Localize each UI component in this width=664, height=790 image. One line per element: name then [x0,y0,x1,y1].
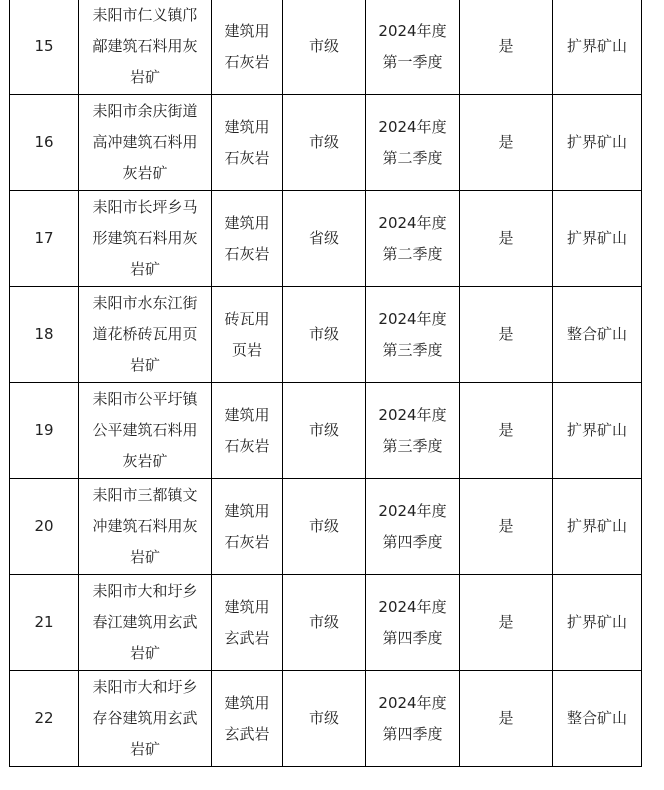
row-number-cell [10,671,79,767]
mineral-type-cell-text: 建筑用 玄武岩 [224,693,270,743]
mine-name-cell [79,95,212,191]
mineral-type-cell [212,575,283,671]
mineral-type-cell [212,191,283,287]
time-cell-text: 2024年度 第四季度 [378,693,447,743]
mine-list-table [9,0,642,767]
mine-name-cell [79,383,212,479]
time-cell [366,287,460,383]
table-row [10,671,642,767]
mineral-type-cell [212,0,283,95]
time-cell-text: 2024年度 第三季度 [378,405,447,455]
time-cell [366,575,460,671]
table-row [10,191,642,287]
time-cell-text: 2024年度 第四季度 [378,597,447,647]
time-cell [366,191,460,287]
row-number-cell [10,0,79,95]
level-cell-text: 省级 [308,229,339,247]
mine-name-cell-text: 耒阳市仁义镇邝 鄗建筑石料用灰 岩矿 [92,6,198,86]
category-cell [553,95,642,191]
level-cell-text: 市级 [308,37,339,55]
flag-cell-text: 是 [498,37,514,55]
mineral-type-cell-text: 砖瓦用 页岩 [224,309,270,359]
row-number-cell-text: 21 [34,613,54,631]
mineral-type-cell-text: 建筑用 石灰岩 [224,117,270,167]
row-number-cell [10,191,79,287]
row-number-cell-text: 22 [34,709,54,727]
mine-name-cell [79,287,212,383]
mineral-type-cell-text: 建筑用 石灰岩 [224,405,270,455]
row-number-cell [10,575,79,671]
time-cell-text: 2024年度 第二季度 [378,117,447,167]
category-cell [553,671,642,767]
category-cell [553,383,642,479]
mineral-type-cell-text: 建筑用 石灰岩 [224,501,270,551]
level-cell-text: 市级 [308,613,339,631]
level-cell [283,287,366,383]
row-number-cell [10,479,79,575]
table-row [10,95,642,191]
time-cell-text: 2024年度 第三季度 [378,309,447,359]
mineral-type-cell-text: 建筑用 玄武岩 [224,597,270,647]
mine-name-cell [79,575,212,671]
mine-name-cell-text: 耒阳市余庆街道 高冲建筑石料用 灰岩矿 [92,102,198,182]
level-cell [283,383,366,479]
flag-cell-text: 是 [498,517,514,535]
table-row [10,383,642,479]
time-cell-text: 2024年度 第四季度 [378,501,447,551]
mine-name-cell-text: 耒阳市大和圩乡 存谷建筑用玄武 岩矿 [92,678,198,758]
mine-name-cell-text: 耒阳市大和圩乡 春江建筑用玄武 岩矿 [92,582,198,662]
level-cell-text: 市级 [308,325,339,343]
flag-cell [460,287,553,383]
mine-name-cell [79,671,212,767]
row-number-cell-text: 20 [34,517,54,535]
category-cell [553,191,642,287]
category-cell-text: 扩界矿山 [566,229,627,247]
row-number-cell [10,95,79,191]
time-cell [366,479,460,575]
mineral-type-cell-text: 建筑用 石灰岩 [224,21,270,71]
category-cell-text: 扩界矿山 [566,517,627,535]
level-cell [283,95,366,191]
table-row [10,0,642,95]
time-cell-text: 2024年度 第二季度 [378,213,447,263]
level-cell-text: 市级 [308,709,339,727]
category-cell [553,479,642,575]
mineral-type-cell [212,287,283,383]
mineral-type-cell [212,671,283,767]
mine-name-cell [79,0,212,95]
mine-name-cell-text: 耒阳市长坪乡马 形建筑石料用灰 岩矿 [92,198,198,278]
category-cell-text: 整合矿山 [566,709,627,727]
mine-name-cell [79,191,212,287]
flag-cell-text: 是 [498,421,514,439]
flag-cell-text: 是 [498,613,514,631]
mine-table-body [10,0,642,767]
time-cell [366,671,460,767]
flag-cell [460,0,553,95]
category-cell-text: 扩界矿山 [566,613,627,631]
category-cell-text: 整合矿山 [566,325,627,343]
mine-name-cell-text: 耒阳市水东江街 道花桥砖瓦用页 岩矿 [92,294,198,374]
flag-cell [460,575,553,671]
category-cell [553,287,642,383]
flag-cell-text: 是 [498,229,514,247]
category-cell [553,0,642,95]
flag-cell [460,671,553,767]
time-cell [366,383,460,479]
time-cell [366,0,460,95]
level-cell-text: 市级 [308,517,339,535]
time-cell [366,95,460,191]
time-cell-text: 2024年度 第一季度 [378,21,447,71]
row-number-cell-text: 18 [34,325,54,343]
table-row [10,479,642,575]
flag-cell [460,95,553,191]
flag-cell-text: 是 [498,709,514,727]
row-number-cell-text: 15 [34,37,54,55]
flag-cell-text: 是 [498,325,514,343]
level-cell [283,0,366,95]
category-cell-text: 扩界矿山 [566,37,627,55]
row-number-cell [10,287,79,383]
row-number-cell-text: 17 [34,229,54,247]
mine-name-cell-text: 耒阳市三都镇文 冲建筑石料用灰 岩矿 [92,486,198,566]
level-cell-text: 市级 [308,133,339,151]
row-number-cell [10,383,79,479]
row-number-cell-text: 19 [34,421,54,439]
level-cell [283,479,366,575]
row-number-cell-text: 16 [34,133,54,151]
level-cell-text: 市级 [308,421,339,439]
table-row [10,287,642,383]
flag-cell [460,191,553,287]
flag-cell [460,383,553,479]
flag-cell-text: 是 [498,133,514,151]
table-row [10,575,642,671]
category-cell-text: 扩界矿山 [566,421,627,439]
level-cell [283,191,366,287]
category-cell [553,575,642,671]
mineral-type-cell-text: 建筑用 石灰岩 [224,213,270,263]
mineral-type-cell [212,479,283,575]
mineral-type-cell [212,383,283,479]
level-cell [283,575,366,671]
flag-cell [460,479,553,575]
level-cell [283,671,366,767]
mine-name-cell-text: 耒阳市公平圩镇 公平建筑石料用 灰岩矿 [92,390,198,470]
mine-name-cell [79,479,212,575]
category-cell-text: 扩界矿山 [566,133,627,151]
mineral-type-cell [212,95,283,191]
